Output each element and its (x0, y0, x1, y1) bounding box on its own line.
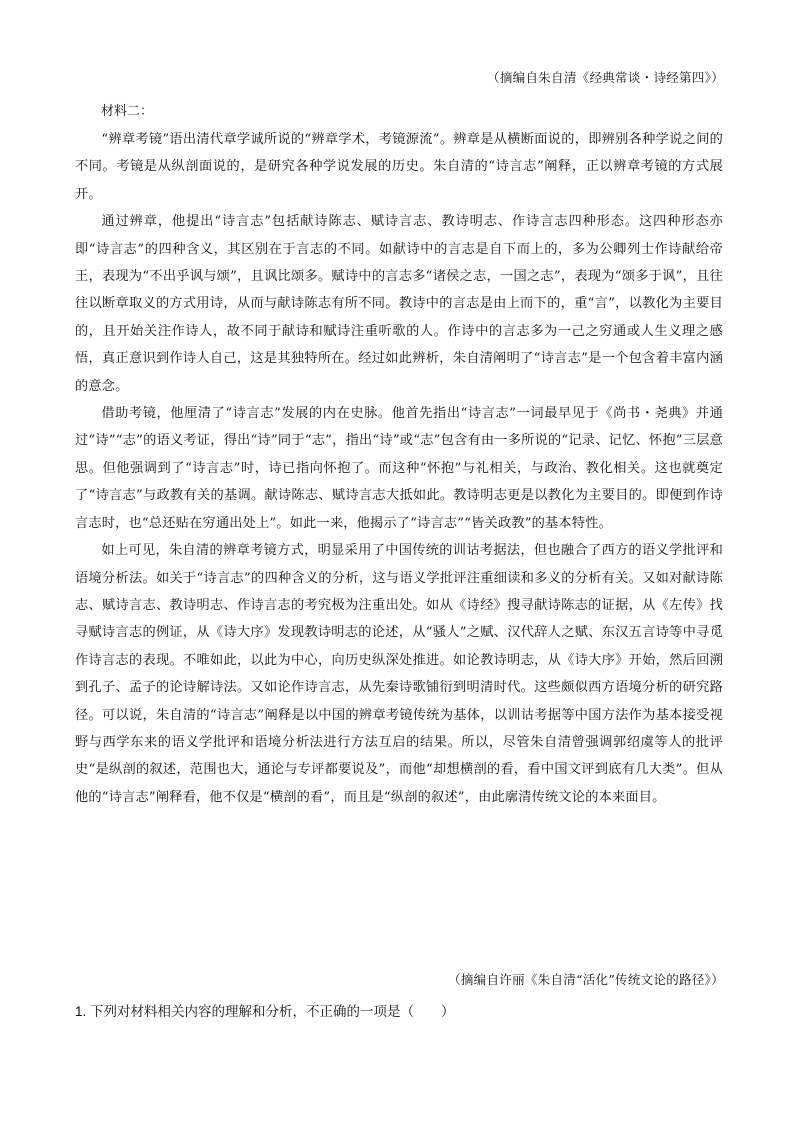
paragraph: 如上可见，朱自清的辨章考镜方式，明显采用了中国传统的训诂考据法，但也融合了西方的语义学批评和语境分析法。如关于“诗言志”的四种含义的分析，这与语义学批评注重细读和多义的分析有关。又如对献诗陈志、赋诗言志、教诗明志、作诗言志的考究极为注重出处。如从《诗经》搜寻献诗陈志的证据，从《左传》找寻赋诗言志的例证，从《诗大序》发现教诗明志的论述，从“骚人”之赋、汉代辞人之赋、东汉五言诗等中寻觅作诗言志的表现。不唯如此，以此为中心，向历史纵深处推进。如论教诗明志，从《诗大序》开始，然后回溯到孔子、孟子的论诗解诗法。又如论作诗言志，从先秦诗歌铺衍到明清时代。这些颇似西方语境分析的研究路径。可以说，朱自清的“诗言志”阐释是以中国的辨章考镜传统为基体，以训诂考据等中国方法作为基本接受视野与西学东来的语义学批评和语境分析法进行方法互启的结果。所以，尽管朱自清曾强调郭绍虞等人的批评史“是纵剖的叙述，范围也大，通论与专评都要说及”，而他“却想横剖的看，看中国文评到底有几大类”。但从他的“诗言志”阐释看，他不仅是“横剖的看”，而且是“纵剖的叙述”，由此廓清传统文论的本来面目。 (75, 543, 723, 805)
material-heading: 材料二： (101, 104, 154, 119)
paragraph: “辨章考镜”语出清代章学诚所说的“辨章学术，考镜源流”。辨章是从横断面说的，即辨别各种学说之间的不同。考镜是从纵剖面说的，是研究各种学说发展的历史。朱自清的“诗言志”阐释，正以辨章考镜的方式展开。 (75, 132, 723, 202)
question-stem: 1. 下列对材料相关内容的理解和分析，不正确的一项是（ ） (75, 1004, 455, 1019)
source-citation-bottom: （摘编自许丽《朱自清“活化”传统文论的路径》） (448, 972, 724, 987)
source-citation-top: （摘编自朱自清《经典常谈・诗经第四》） (487, 70, 724, 85)
paragraph: 借助考镜，他厘清了“诗言志”发展的内在史脉。他首先指出“诗言志”一词最早见于《尚书・尧典》并通过“诗”“志”的语义考证，得出“诗”同于“志”，指出“诗”或“志”包含有由一多所说的“记录、记忆、怀抱”三层意思。但他强调到了“诗言志”时，诗已指向怀抱了。而这种“怀抱”与礼相关，与政治、教化相关。这也就奠定了“诗言志”与政教有关的基调。献诗陈志、赋诗言志大抵如此。教诗明志更是以教化为主要目的。即便到作诗言志时，也“总还贴在穷通出处上”。如此一来，他揭示了“诗言志”“皆关政教”的基本特性。 (75, 406, 723, 531)
paragraph: 通过辨章，他提出“诗言志”包括献诗陈志、赋诗言志、教诗明志、作诗言志四种形态。这四种形态亦即“诗言志”的四种含义，其区别在于言志的不同。如献诗中的言志是自下而上的，多为公卿列士作诗献给帝王，表现为“不出乎讽与颂”，且讽比颂多。赋诗中的言志多“诸侯之志，一国之志”，表现为“颂多于讽”，且往往以断章取义的方式用诗，从而与献诗陈志有所不同。教诗中的言志是由上而下的，重“言”，以教化为主要目的，且开始关注作诗人，故不同于献诗和赋诗注重听歌的人。作诗中的言志多为一己之穷通或人生义理之感悟，真正意识到作诗人自己，这是其独特所在。经过如此辨析，朱自清阐明了“诗言志”是一个包含着丰富内涵的意念。 (75, 214, 723, 394)
article-body (75, 126, 723, 811)
